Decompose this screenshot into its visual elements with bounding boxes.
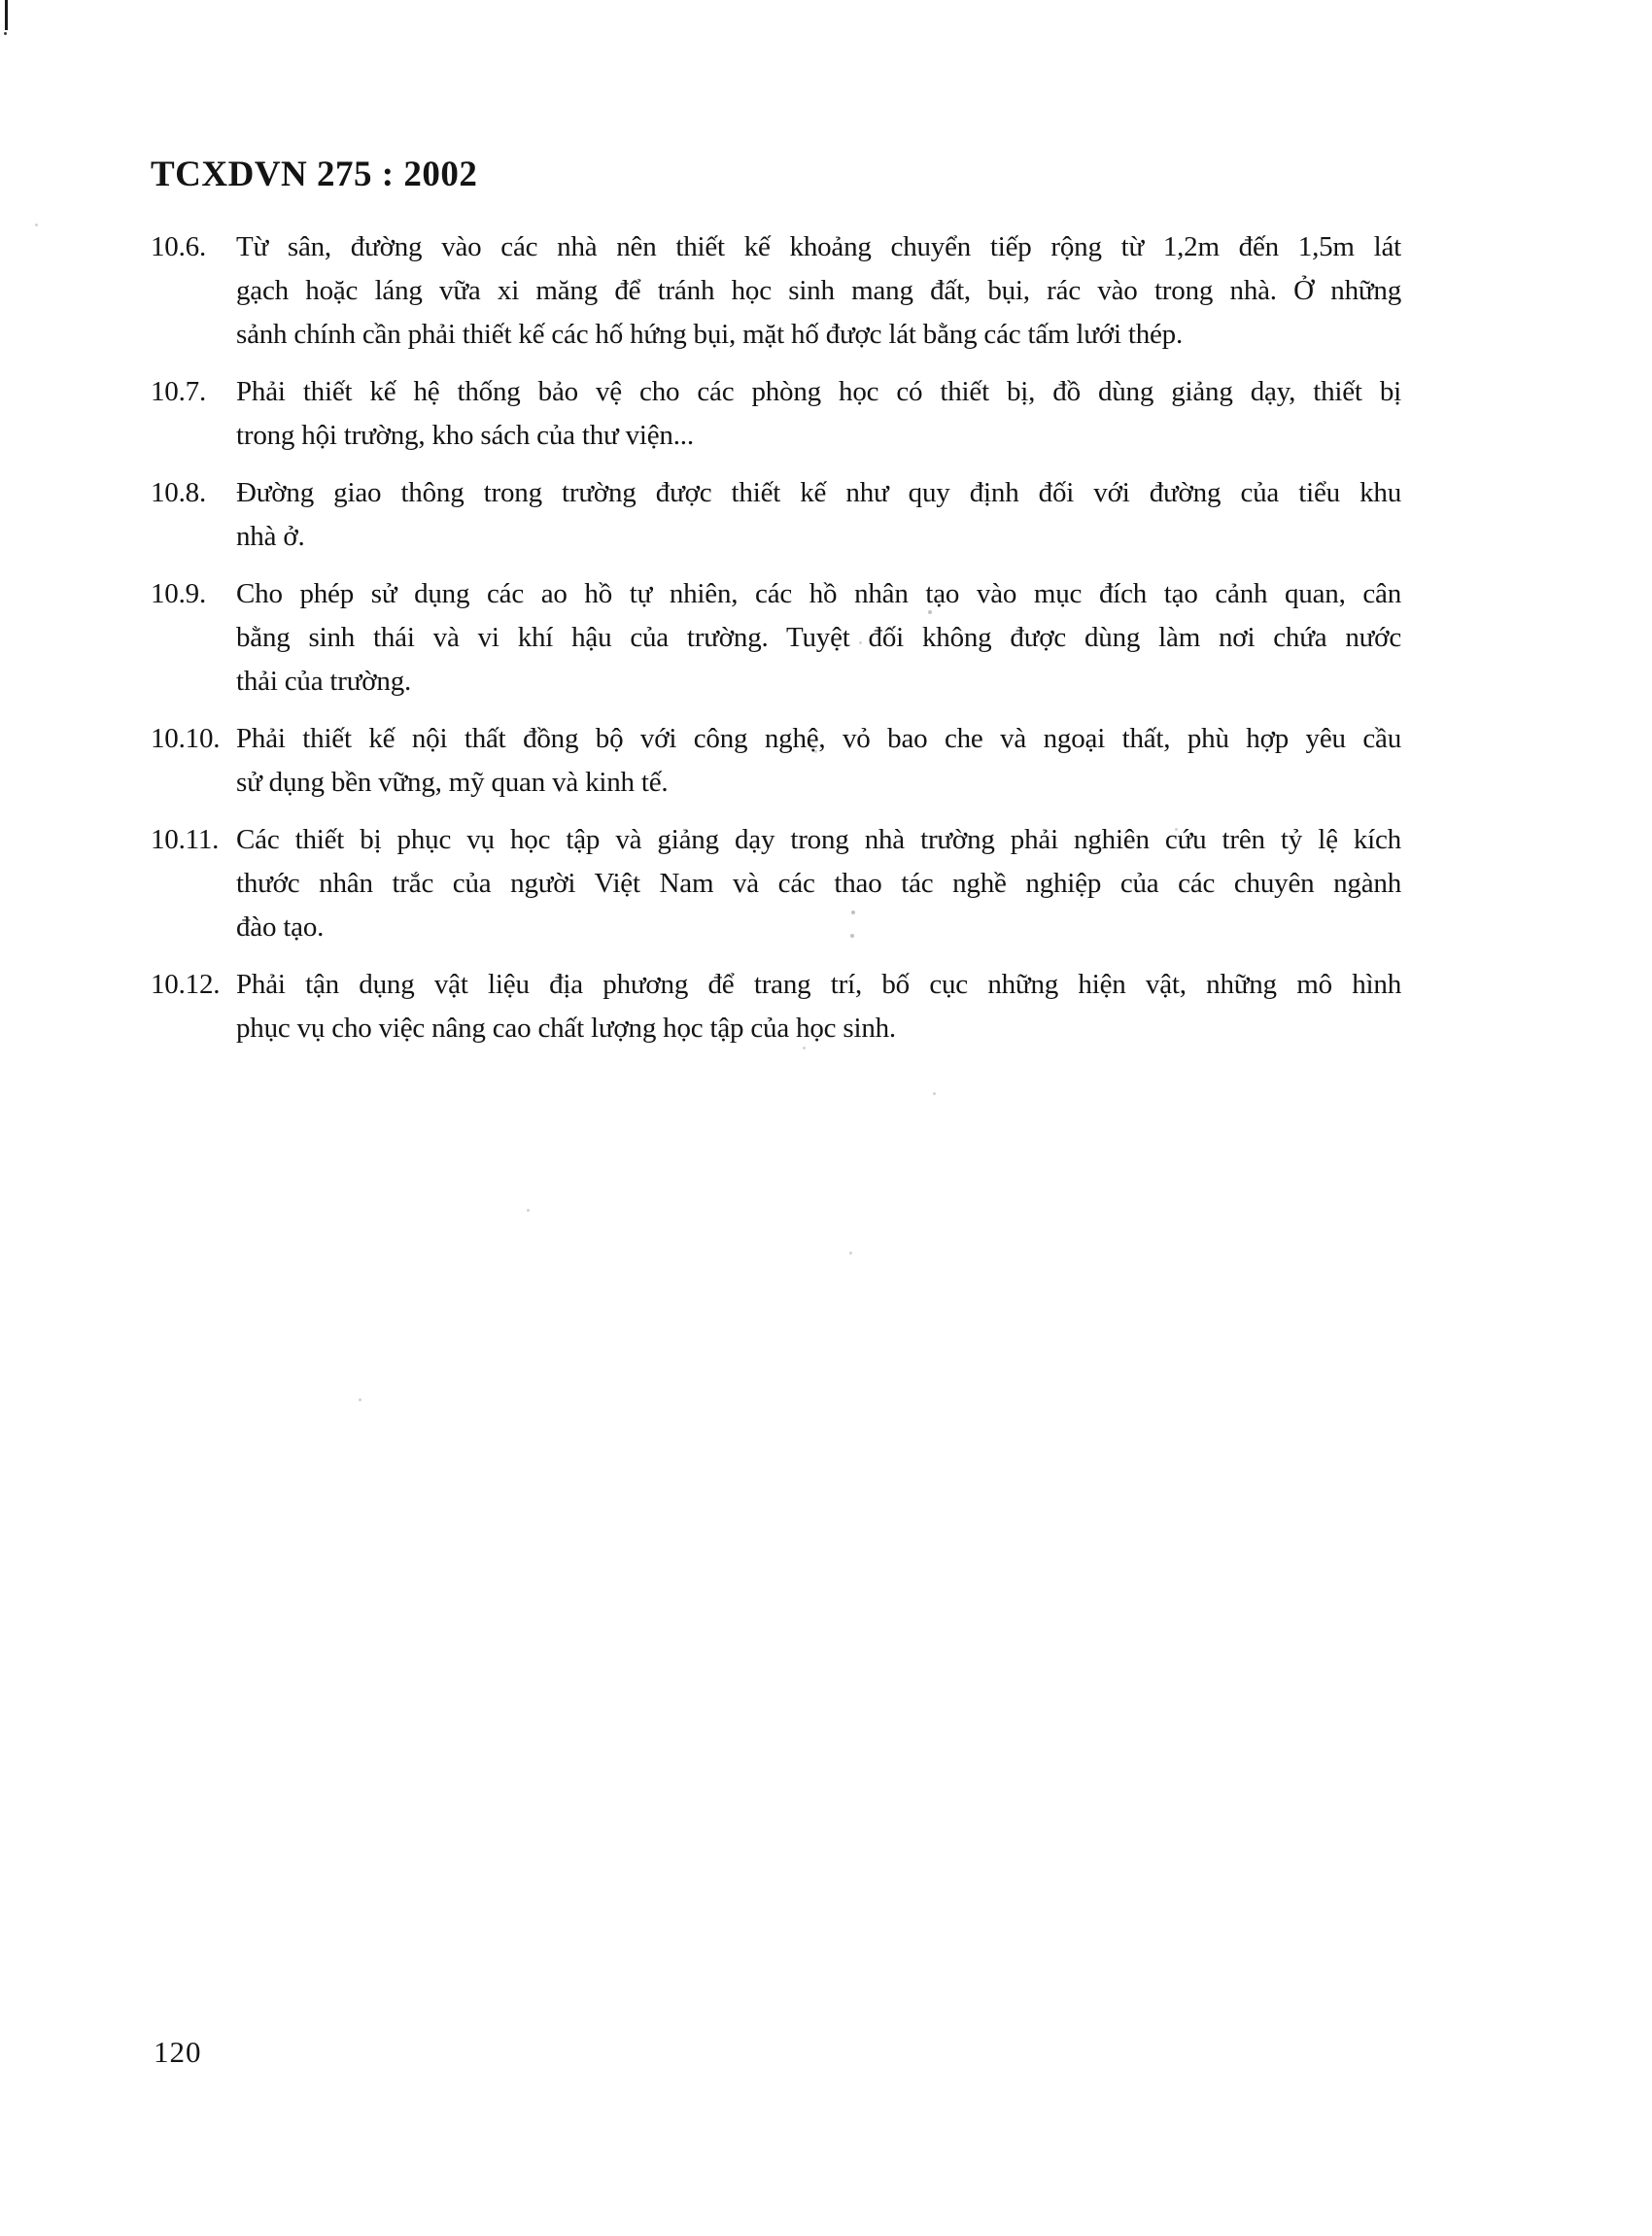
paragraph-line: bằng sinh thái và vi khí hậu của trường. Tuyệt đối không được dùng làm nơi chứa nước: [236, 622, 1401, 653]
paragraph-line: Phải thiết kế nội thất đồng bộ với công nghệ, vỏ bao che và ngoại thất, phù hợp yêu cầu: [236, 723, 1401, 754]
paragraph-lines: [236, 818, 1401, 949]
scan-speck: [849, 1252, 852, 1255]
paragraph-number: 10.6.: [151, 231, 207, 262]
paragraph-line: nhà ở.: [236, 521, 305, 552]
scan-speck: [933, 1092, 936, 1095]
paragraph-lines: [236, 471, 1401, 559]
document-body: [151, 225, 1401, 1064]
paragraph-number: 10.12.: [151, 969, 221, 1000]
scan-speck: [928, 610, 932, 614]
paragraph-line: trong hội trường, kho sách của thư viện...: [236, 420, 694, 451]
paragraph-number: 10.9.: [151, 578, 207, 609]
scan-speck: [35, 224, 38, 226]
paragraph-10-11: [151, 818, 1401, 949]
paragraph-line: sử dụng bền vững, mỹ quan và kinh tế.: [236, 767, 669, 798]
paragraph-line: Từ sân, đường vào các nhà nên thiết kế khoảng chuyển tiếp rộng từ 1,2m đến 1,5m lát: [236, 231, 1401, 262]
paragraph-lines: [236, 370, 1401, 458]
scan-speck: [359, 1398, 361, 1401]
paragraph-line: Phải tận dụng vật liệu địa phương để trang trí, bố cục những hiện vật, những mô hình: [236, 969, 1401, 1000]
paragraph-line: sảnh chính cần phải thiết kế các hố hứng bụi, mặt hố được lát bằng các tấm lưới thép.: [236, 319, 1184, 350]
paragraph-number: 10.8.: [151, 477, 207, 508]
paragraph-10-10: [151, 717, 1401, 805]
paragraph-line: gạch hoặc láng vữa xi măng để tránh học sinh mang đất, bụi, rác vào trong nhà. Ở những: [236, 275, 1401, 306]
scan-speck: [859, 641, 862, 644]
paragraph-line: đào tạo.: [236, 912, 325, 943]
paragraph-lines: [236, 717, 1401, 805]
scan-speck: [851, 911, 855, 914]
paragraph-number: 10.7.: [151, 376, 207, 407]
paragraph-number: 10.11.: [151, 824, 220, 855]
scan-speck: [814, 750, 817, 753]
scan-speck: [803, 1047, 806, 1049]
paragraph-10-9: [151, 572, 1401, 704]
paragraph-10-8: [151, 471, 1401, 559]
paragraph-line: Phải thiết kế hệ thống bảo vệ cho các phòng học có thiết bị, đồ dùng giảng dạy, thiết bị: [236, 376, 1401, 407]
paragraph-line: phục vụ cho việc nâng cao chất lượng học tập của học sinh.: [236, 1013, 896, 1044]
scan-speck: [527, 1209, 530, 1212]
paragraph-lines: [236, 572, 1401, 704]
paragraph-line: Cho phép sử dụng các ao hồ tự nhiên, các hồ nhân tạo vào mục đích tạo cảnh quan, cân: [236, 578, 1401, 609]
paragraph-10-12: [151, 963, 1401, 1050]
paragraph-line: thước nhân trắc của người Việt Nam và các thao tác nghề nghiệp của các chuyên ngành: [236, 868, 1401, 899]
paragraph-number: 10.10.: [151, 723, 221, 754]
paragraph-line: Đường giao thông trong trường được thiết kế như quy định đối với đường của tiểu khu: [236, 477, 1401, 508]
paragraph-10-7: [151, 370, 1401, 458]
standard-code-heading: TCXDVN 275 : 2002: [151, 155, 478, 194]
paragraph-10-6: [151, 225, 1401, 357]
page-number: 120: [154, 2035, 202, 2069]
scan-edge-dot: [4, 32, 7, 35]
paragraph-lines: [236, 225, 1401, 357]
scan-speck: [1175, 828, 1178, 831]
paragraph-line: thải của trường.: [236, 666, 412, 697]
scan-edge-mark: [5, 0, 8, 30]
scan-speck: [850, 934, 854, 938]
paragraph-lines: [236, 963, 1401, 1050]
paragraph-line: Các thiết bị phục vụ học tập và giảng dạy trong nhà trường phải nghiên cứu trên tỷ lệ kích: [236, 824, 1401, 855]
